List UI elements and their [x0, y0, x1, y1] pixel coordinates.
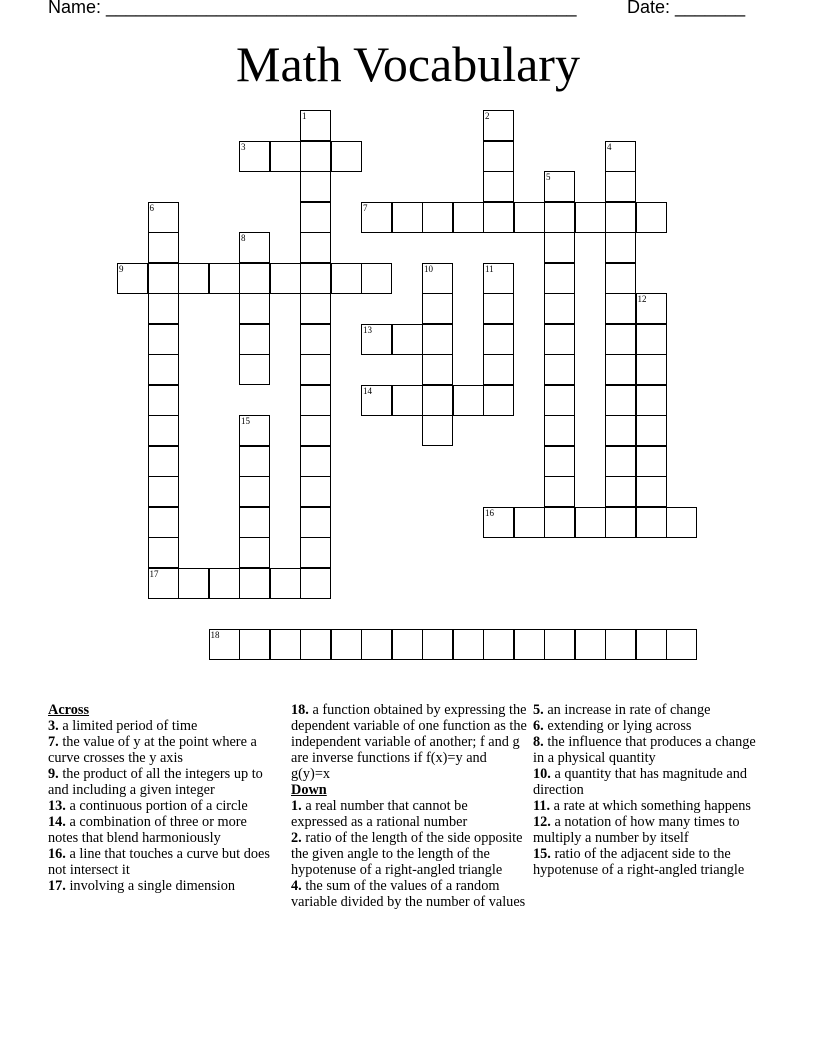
grid-cell[interactable]: [300, 568, 331, 599]
grid-cell[interactable]: [544, 202, 575, 233]
grid-cell[interactable]: [239, 537, 270, 568]
grid-cell[interactable]: [178, 263, 209, 294]
grid-cell[interactable]: [453, 202, 484, 233]
clue-item-number: 6.: [533, 718, 544, 734]
clue-number: 10: [424, 263, 433, 274]
grid-cell[interactable]: [575, 507, 606, 538]
grid-cell[interactable]: [483, 629, 514, 660]
grid-cell[interactable]: [514, 507, 545, 538]
clue-item-text: a notation of how many times to multiply a number by itself: [533, 814, 740, 846]
grid-cell[interactable]: [422, 263, 453, 294]
clue-item-text: the influence that produces a change in a physical quantity: [533, 734, 756, 766]
grid-cell[interactable]: [636, 293, 667, 324]
grid-cell[interactable]: [392, 202, 423, 233]
grid-cell[interactable]: [331, 263, 362, 294]
grid-cell[interactable]: [605, 507, 636, 538]
name-field: Name: _______________________________________________: [48, 0, 577, 17]
clue-item: [533, 734, 768, 766]
clue-item: [48, 846, 280, 878]
grid-cell[interactable]: [209, 263, 240, 294]
clue-item-number: 11.: [533, 798, 551, 814]
grid-cell[interactable]: [239, 476, 270, 507]
grid-cell[interactable]: [361, 202, 392, 233]
clue-item: [533, 846, 768, 878]
grid-cell[interactable]: [148, 354, 179, 385]
grid-cell[interactable]: [544, 293, 575, 324]
clue-item-number: 4.: [291, 878, 302, 894]
clue-item: [48, 878, 280, 894]
clue-item: [533, 766, 768, 798]
clue-item-text: a rate at which something happens: [553, 798, 751, 814]
grid-cell[interactable]: [483, 507, 514, 538]
grid-cell[interactable]: [361, 629, 392, 660]
grid-cell[interactable]: [422, 202, 453, 233]
clue-item-number: 7.: [48, 734, 59, 750]
grid-cell[interactable]: [270, 263, 301, 294]
grid-cell[interactable]: [300, 110, 331, 141]
clue-number: 13: [363, 324, 372, 335]
grid-cell[interactable]: [605, 415, 636, 446]
clue-item-number: 5.: [533, 702, 544, 718]
grid-cell[interactable]: [636, 415, 667, 446]
clue-item-text: involving a single dimension: [69, 878, 236, 894]
grid-cell[interactable]: [605, 324, 636, 355]
clue-number: 18: [210, 629, 220, 640]
grid-cell[interactable]: [483, 324, 514, 355]
grid-cell[interactable]: [239, 232, 270, 263]
grid-cell[interactable]: [300, 263, 331, 294]
grid-cell[interactable]: [636, 202, 667, 233]
grid-cell[interactable]: [239, 507, 270, 538]
clue-item-text: a real number that cannot be expressed as a rational number: [291, 798, 468, 830]
grid-cell[interactable]: [300, 537, 331, 568]
clue-item-text: a limited period of time: [62, 718, 198, 734]
grid-cell[interactable]: [575, 202, 606, 233]
grid-cell[interactable]: [422, 293, 453, 324]
clue-item-text: extending or lying across: [547, 718, 692, 734]
clue-item: [48, 734, 280, 766]
grid-cell[interactable]: [544, 324, 575, 355]
clue-number: 3: [241, 141, 246, 152]
clue-item-number: 2.: [291, 830, 302, 846]
grid-cell[interactable]: [605, 629, 636, 660]
clue-number: 11: [485, 263, 494, 274]
clue-item-number: 16.: [48, 846, 66, 862]
clue-item-text: a line that touches a curve but does not intersect it: [48, 846, 270, 878]
grid-cell[interactable]: [300, 202, 331, 233]
clue-number: 17: [149, 568, 159, 579]
clue-item: [533, 798, 768, 814]
grid-cell[interactable]: [331, 629, 362, 660]
clue-item: [48, 766, 280, 798]
grid-cell[interactable]: [544, 415, 575, 446]
clue-item-text: the sum of the values of a random variable divided by the number of values: [291, 878, 526, 910]
grid-cell[interactable]: [300, 232, 331, 263]
grid-cell[interactable]: [270, 568, 301, 599]
clue-item-number: 12.: [533, 814, 551, 830]
clue-item-number: 18.: [291, 702, 309, 718]
clue-item: [291, 878, 527, 910]
clue-item: [533, 702, 768, 718]
clue-item-number: 14.: [48, 814, 66, 830]
grid-cell[interactable]: [544, 232, 575, 263]
clue-item: [291, 702, 527, 782]
grid-cell[interactable]: [636, 354, 667, 385]
grid-cell[interactable]: [148, 568, 179, 599]
grid-cell[interactable]: [300, 385, 331, 416]
grid-cell[interactable]: [239, 324, 270, 355]
grid-cell[interactable]: [209, 568, 240, 599]
grid-cell[interactable]: [148, 507, 179, 538]
clue-number: 14: [363, 385, 372, 396]
across-heading: Across: [48, 702, 90, 718]
grid-cell[interactable]: [514, 629, 545, 660]
clue-column-3: [533, 702, 768, 878]
grid-cell[interactable]: [544, 263, 575, 294]
grid-cell[interactable]: [148, 263, 179, 294]
grid-cell[interactable]: [605, 385, 636, 416]
grid-cell[interactable]: [300, 324, 331, 355]
grid-cell[interactable]: [209, 629, 240, 660]
clue-number: 9: [119, 263, 124, 274]
grid-cell[interactable]: [605, 202, 636, 233]
grid-cell[interactable]: [239, 293, 270, 324]
grid-cell[interactable]: [239, 629, 270, 660]
grid-cell[interactable]: [636, 507, 667, 538]
grid-cell[interactable]: [361, 324, 392, 355]
clue-item-text: an increase in rate of change: [547, 702, 711, 718]
grid-cell[interactable]: [300, 415, 331, 446]
grid-cell[interactable]: [605, 263, 636, 294]
clue-number: 5: [546, 172, 551, 182]
grid-cell[interactable]: [544, 171, 575, 202]
clue-item: [291, 798, 527, 830]
clue-number: 16: [485, 507, 494, 518]
grid-cell[interactable]: [361, 385, 392, 416]
clue-item-number: 8.: [533, 734, 544, 750]
date-field: Date: _______: [627, 0, 746, 17]
clue-item: [533, 718, 768, 734]
grid-cell[interactable]: [239, 354, 270, 385]
clue-item: [533, 814, 768, 846]
grid-cell[interactable]: [514, 202, 545, 233]
grid-cell[interactable]: [483, 171, 514, 202]
grid-cell[interactable]: [178, 568, 209, 599]
clue-number: 8: [241, 233, 246, 243]
page-title: Math Vocabulary: [236, 36, 580, 92]
grid-cell[interactable]: [605, 171, 636, 202]
grid-cell[interactable]: [666, 629, 697, 660]
clue-item-number: 3.: [48, 718, 59, 734]
clue-item-number: 9.: [48, 766, 59, 782]
clue-item-text: the value of y at the point where a curve crosses the y axis: [48, 734, 257, 766]
grid-cell[interactable]: [117, 263, 148, 294]
grid-cell[interactable]: [483, 141, 514, 172]
grid-cell[interactable]: [483, 202, 514, 233]
clue-number: 1: [302, 111, 307, 121]
grid-cell[interactable]: [544, 476, 575, 507]
grid-cell[interactable]: [239, 446, 270, 477]
grid-cell[interactable]: [483, 354, 514, 385]
clue-item-number: 15.: [533, 846, 551, 862]
grid-cell[interactable]: [300, 629, 331, 660]
grid-cell[interactable]: [300, 507, 331, 538]
grid-cell[interactable]: [636, 324, 667, 355]
grid-cell[interactable]: [270, 629, 301, 660]
grid-cell[interactable]: [483, 385, 514, 416]
grid-cell[interactable]: [300, 141, 331, 172]
grid-cell[interactable]: [392, 385, 423, 416]
grid-cell[interactable]: [575, 629, 606, 660]
grid-cell[interactable]: [148, 293, 179, 324]
grid-cell[interactable]: [331, 141, 362, 172]
grid-cell[interactable]: [453, 385, 484, 416]
grid-cell[interactable]: [544, 385, 575, 416]
grid-cell[interactable]: [392, 324, 423, 355]
grid-cell[interactable]: [239, 263, 270, 294]
clue-item-text: a continuous portion of a circle: [69, 798, 248, 814]
clue-number: 6: [149, 202, 154, 213]
grid-cell[interactable]: [636, 629, 667, 660]
grid-cell[interactable]: [239, 568, 270, 599]
grid-cell[interactable]: [148, 324, 179, 355]
clue-item: [48, 814, 280, 846]
grid-cell[interactable]: [270, 141, 301, 172]
clue-item: [291, 830, 527, 878]
grid-cell[interactable]: [453, 629, 484, 660]
grid-cell[interactable]: [239, 141, 270, 172]
grid-cell[interactable]: [544, 507, 575, 538]
clue-number: 15: [241, 416, 250, 426]
grid-cell[interactable]: [422, 415, 453, 446]
grid-cell[interactable]: [636, 446, 667, 477]
grid-cell[interactable]: [544, 354, 575, 385]
clue-item-text: a function obtained by expressing the dependent variable of one function as the independent variable of another; f and g are inverse functions if f(x)=y and g(y)=x: [291, 702, 527, 782]
grid-cell[interactable]: [605, 232, 636, 263]
grid-cell[interactable]: [483, 263, 514, 294]
clue-item-text: ratio of the adjacent side to the hypotenuse of a right-angled triangle: [533, 846, 745, 878]
clue-number: 7: [363, 202, 368, 213]
grid-cell[interactable]: [422, 354, 453, 385]
grid-cell[interactable]: [148, 476, 179, 507]
grid-cell[interactable]: [483, 110, 514, 141]
clue-item-number: 1.: [291, 798, 302, 814]
grid-cell[interactable]: [148, 202, 179, 233]
grid-cell[interactable]: [300, 476, 331, 507]
grid-cell[interactable]: [605, 354, 636, 385]
grid-cell[interactable]: [605, 293, 636, 324]
grid-cell[interactable]: [666, 507, 697, 538]
grid-cell[interactable]: [148, 232, 179, 263]
grid-cell[interactable]: [605, 141, 636, 172]
grid-cell[interactable]: [300, 171, 331, 202]
clue-column-2: [291, 702, 527, 910]
grid-cell[interactable]: [148, 537, 179, 568]
grid-cell[interactable]: [300, 293, 331, 324]
grid-cell[interactable]: [148, 415, 179, 446]
down-heading: Down: [291, 782, 327, 798]
grid-cell[interactable]: [605, 476, 636, 507]
clue-number: 12: [637, 294, 647, 304]
grid-cell[interactable]: [544, 446, 575, 477]
grid-cell[interactable]: [148, 385, 179, 416]
clue-column-1: [48, 702, 280, 894]
clue-item-number: 17.: [48, 878, 66, 894]
clue-item-text: a quantity that has magnitude and direction: [533, 766, 748, 798]
clue-item-number: 10.: [533, 766, 551, 782]
clue-item: [48, 718, 280, 734]
grid-cell[interactable]: [422, 324, 453, 355]
clue-number: 2: [485, 111, 490, 121]
clue-number: 4: [607, 141, 612, 152]
grid-cell[interactable]: [392, 629, 423, 660]
clue-item: [48, 798, 280, 814]
clue-item-text: a combination of three or more notes that blend harmoniously: [48, 814, 247, 846]
grid-cell[interactable]: [636, 385, 667, 416]
grid-cell[interactable]: [361, 263, 392, 294]
grid-cell[interactable]: [422, 629, 453, 660]
clue-item-text: the product of all the integers up to and including a given integer: [48, 766, 263, 798]
clue-item-number: 13.: [48, 798, 66, 814]
grid-cell[interactable]: [148, 446, 179, 477]
grid-cell[interactable]: [239, 415, 270, 446]
grid-cell[interactable]: [300, 446, 331, 477]
grid-cell[interactable]: [483, 293, 514, 324]
grid-cell[interactable]: [636, 476, 667, 507]
grid-cell[interactable]: [605, 446, 636, 477]
grid-cell[interactable]: [300, 354, 331, 385]
clue-item-text: ratio of the length of the side opposite the given angle to the length of the hypotenuse of a right-angled triangle: [291, 830, 523, 878]
grid-cell[interactable]: [544, 629, 575, 660]
grid-cell[interactable]: [422, 385, 453, 416]
